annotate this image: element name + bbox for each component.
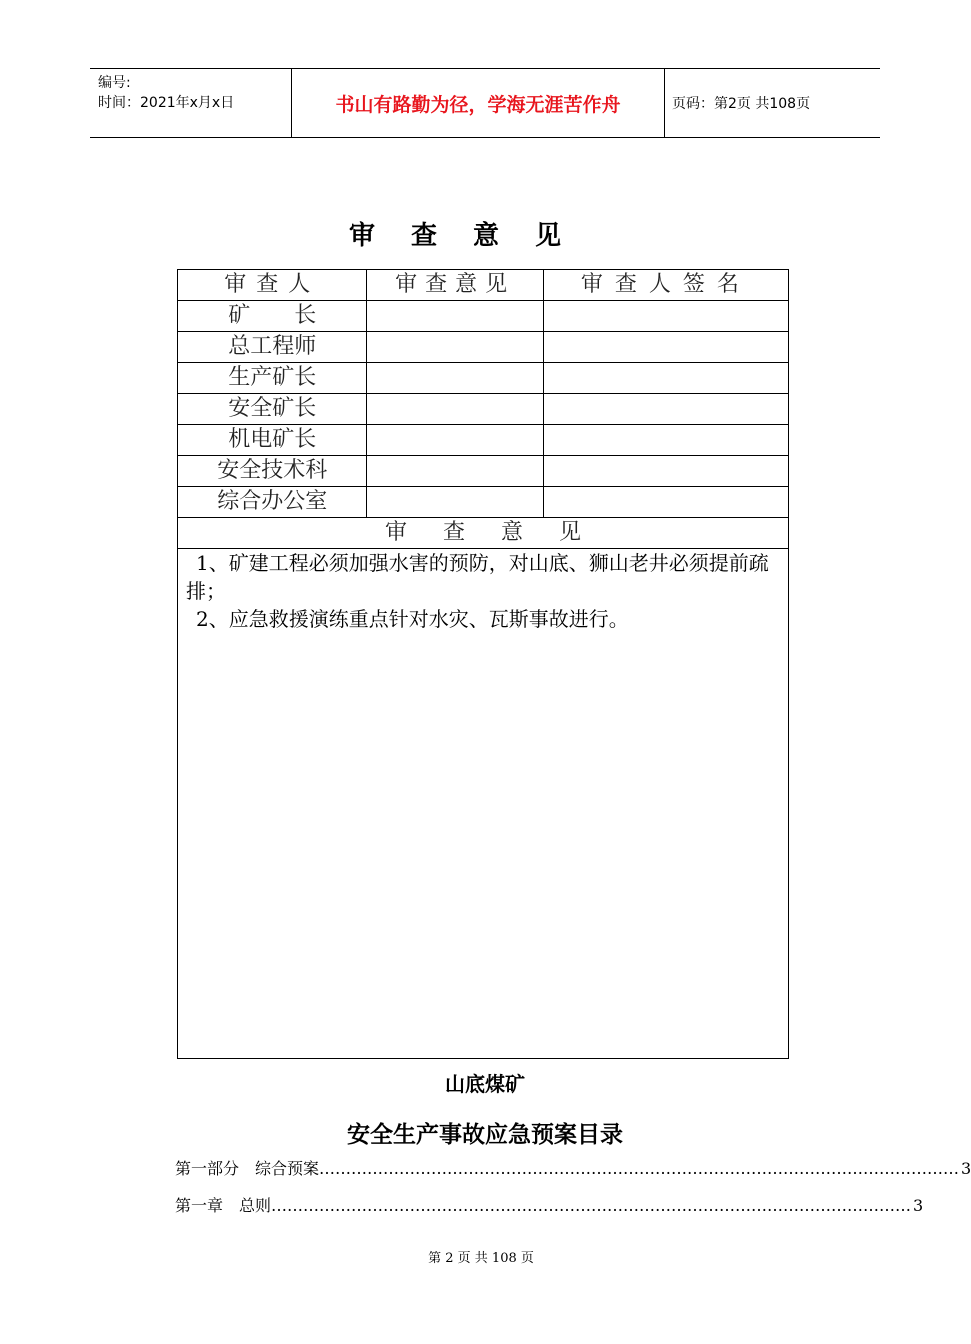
signature-cell[interactable]: [543, 394, 788, 425]
reviewer-cell: 矿 长: [178, 301, 367, 332]
signature-cell[interactable]: [543, 301, 788, 332]
signature-cell[interactable]: [543, 425, 788, 456]
opinion-heading: [178, 518, 789, 549]
table-row: [178, 363, 789, 394]
title-char: 见: [535, 221, 562, 251]
opinion-cell[interactable]: [367, 456, 543, 487]
opinion-cell[interactable]: [367, 425, 543, 456]
opinion-heading-row: [178, 518, 789, 549]
title-char: 审: [348, 221, 375, 251]
page-title: [0, 215, 910, 252]
header-meta: [98, 73, 234, 113]
number-label: 编号:: [98, 75, 131, 91]
opinion-cell[interactable]: [367, 363, 543, 394]
opinion-item: 2、应急救援演练重点针对水灾、瓦斯事故进行。: [196, 607, 629, 631]
toc-title: 安全生产事故应急预案目录: [347, 1122, 623, 1148]
reviewer-cell: 安全矿长: [178, 394, 367, 425]
time-label: 时间：2021年x月x日: [98, 95, 235, 111]
opinion-cell[interactable]: [367, 332, 543, 363]
header-page-label: 页码：第2页 共108页: [672, 96, 811, 112]
opinion-item: 1、矿建工程必须加强水害的预防，对山底、狮山老井必须提前疏排；: [186, 551, 769, 603]
opinion-body: [178, 549, 789, 1059]
signature-cell[interactable]: [543, 487, 788, 518]
opinion-cell[interactable]: [367, 301, 543, 332]
toc-entry[interactable]: [175, 1193, 924, 1216]
title-char: 意: [473, 221, 500, 251]
signature-cell[interactable]: [543, 332, 788, 363]
page-header: [90, 68, 880, 138]
opinion-cell[interactable]: [367, 394, 543, 425]
reviewer-cell: 安全技术科: [178, 456, 367, 487]
table-row: [178, 456, 789, 487]
signature-cell[interactable]: [543, 456, 788, 487]
opinion-heading-char: 审: [384, 520, 407, 545]
table-row: [178, 332, 789, 363]
signature-cell[interactable]: [543, 363, 788, 394]
header-signature: 审查人签名: [543, 270, 788, 301]
opinion-heading-char: 查: [442, 520, 465, 545]
header-opinion: 审查意见: [367, 270, 543, 301]
toc-entry-label: 第一部分 综合预案: [175, 1159, 320, 1178]
toc-leader: …………………………………………………………………………………………………………: [319, 1159, 960, 1178]
reviewer-cell: 总工程师: [178, 332, 367, 363]
toc-leader: …………………………………………………………………………………………………………: [271, 1196, 912, 1215]
table-row: [178, 487, 789, 518]
page-footer-number: 第 2 页 共 108 页: [428, 1251, 534, 1266]
mine-name: 山底煤矿: [445, 1072, 525, 1096]
review-table: [177, 269, 789, 1059]
toc-entry-page: 3: [913, 1196, 924, 1215]
toc-entry[interactable]: [175, 1156, 971, 1179]
table-row: [178, 425, 789, 456]
reviewer-cell: 机电矿长: [178, 425, 367, 456]
table-header-row: [178, 270, 789, 301]
reviewer-cell: 综合办公室: [178, 487, 367, 518]
table-row: [178, 394, 789, 425]
opinion-heading-char: 意: [501, 520, 524, 545]
opinion-cell[interactable]: [367, 487, 543, 518]
header-motto: 书山有路勤为径，学海无涯苦作舟: [291, 69, 665, 137]
header-reviewer: 审查人: [178, 270, 367, 301]
opinion-body-row: [178, 549, 789, 1059]
reviewer-cell: 生产矿长: [178, 363, 367, 394]
table-row: [178, 301, 789, 332]
title-char: 查: [410, 221, 437, 251]
opinion-heading-char: 见: [559, 520, 582, 545]
toc-entry-label: 第一章 总则: [175, 1196, 272, 1215]
toc-entry-page: 3: [961, 1159, 971, 1178]
